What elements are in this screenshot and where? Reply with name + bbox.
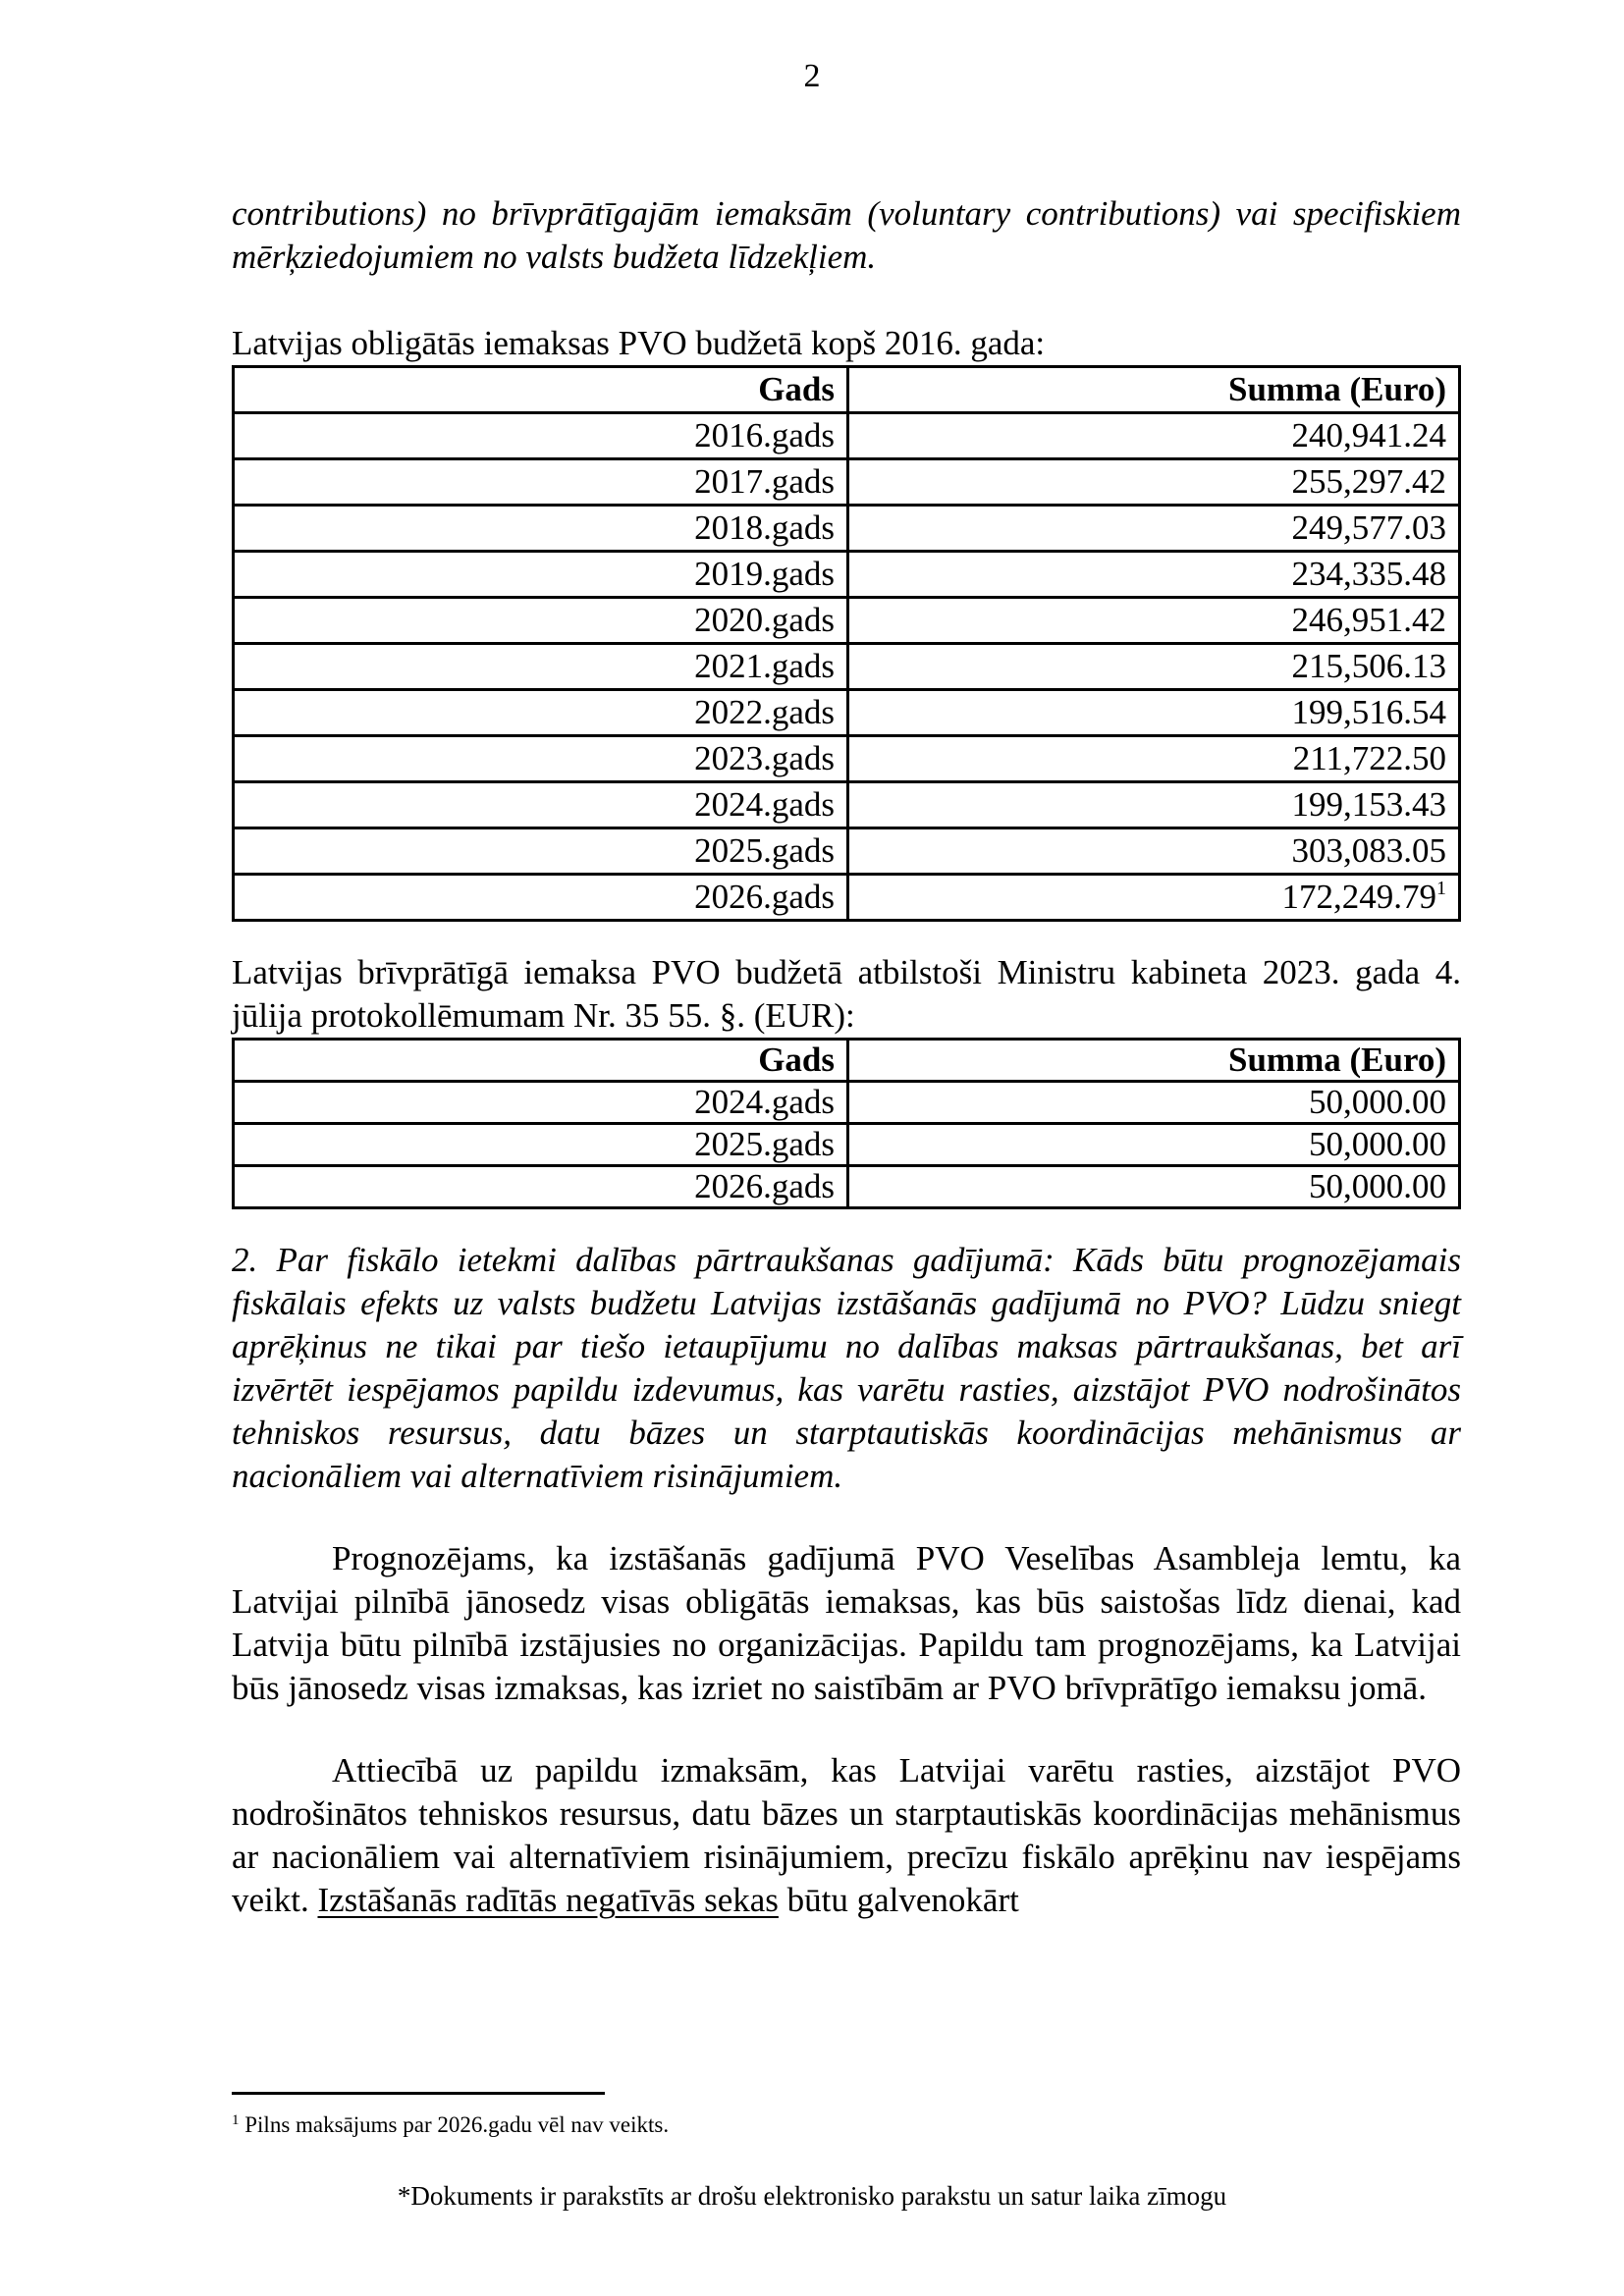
amount-cell: 50,000.00 — [848, 1166, 1460, 1208]
table-row — [234, 552, 1460, 598]
amount-cell: 234,335.48 — [848, 552, 1460, 598]
year-cell: 2022.gads — [234, 690, 848, 736]
footnote — [232, 2110, 669, 2140]
table-row — [234, 1124, 1460, 1166]
amount-cell: 199,153.43 — [848, 782, 1460, 828]
table-header-row — [234, 367, 1460, 413]
footnote-text: Pilns maksājums par 2026.gadu vēl nav veikts. — [239, 2112, 670, 2137]
amount-value: 172,249.79 — [1281, 878, 1436, 916]
underlined-phrase: Izstāšanās radītās negatīvās sekas — [317, 1881, 779, 1919]
table-row — [234, 506, 1460, 552]
question-2-paragraph: 2. Par fiskālo ietekmi dalības pārtraukšanas gadījumā: Kāds būtu prognozējamais fiskālais efekts uz valsts budžetu Latvijas izstāšanās gadījumā no PVO? Lūdzu sniegt aprēķinus ne tikai par tiešo ietaupījumu no dalības maksas pārtraukšanas, bet arī izvērtēt iespējamos papildu izdevumus, kas varētu rasties, aizstājot PVO nodrošinātos tehniskos resursus, datu bāzes un starptautiskās koordinācijas mehānismus ar nacionāliem vai alternatīviem risinājumiem. — [232, 1241, 1461, 1495]
year-cell: 2026.gads — [234, 875, 848, 921]
amount-cell: 246,951.42 — [848, 598, 1460, 644]
voluntary-contributions-table — [232, 1038, 1461, 1209]
amount-cell: 211,722.50 — [848, 736, 1460, 782]
table-row — [234, 736, 1460, 782]
year-cell: 2024.gads — [234, 782, 848, 828]
answer-paragraph-1: Prognozējams, ka izstāšanās gadījumā PVO Veselības Asambleja lemtu, ka Latvijai pilnībā jānosedz visas obligātās iemaksas, kas būs saistošas līdz dienai, kad Latvija būtu pilnībā izstājusies no organizācijas. Papildu tam prognozējams, ka Latvijai būs jānosedz visas izmaksas, kas izriet no saistībām ar PVO brīvprātīgo iemaksu jomā. — [232, 1539, 1461, 1707]
year-cell: 2019.gads — [234, 552, 848, 598]
year-cell: 2023.gads — [234, 736, 848, 782]
year-cell: 2018.gads — [234, 506, 848, 552]
table-row — [234, 459, 1460, 506]
year-cell: 2016.gads — [234, 413, 848, 459]
year-cell: 2017.gads — [234, 459, 848, 506]
column-header-year: Gads — [234, 1040, 848, 1082]
table-header-row — [234, 1040, 1460, 1082]
answer-text-after: būtu galvenokārt — [778, 1881, 1019, 1919]
table-row — [234, 1082, 1460, 1124]
column-header-year: Gads — [234, 367, 848, 413]
amount-cell: 249,577.03 — [848, 506, 1460, 552]
year-cell: 2024.gads — [234, 1082, 848, 1124]
amount-cell: 215,506.13 — [848, 644, 1460, 690]
table-row — [234, 413, 1460, 459]
year-cell: 2020.gads — [234, 598, 848, 644]
footnote-marker: 1 — [232, 2112, 240, 2128]
signature-note: *Dokuments ir parakstīts ar drošu elektronisko parakstu un satur laika zīmogu — [397, 2181, 1227, 2211]
footnote-reference[interactable]: 1 — [1436, 878, 1446, 899]
amount-cell: 50,000.00 — [848, 1082, 1460, 1124]
table-row — [234, 690, 1460, 736]
amount-cell: 255,297.42 — [848, 459, 1460, 506]
amount-cell: 50,000.00 — [848, 1124, 1460, 1166]
column-header-amount: Summa (Euro) — [848, 1040, 1460, 1082]
table-row — [234, 875, 1460, 921]
year-cell: 2025.gads — [234, 1124, 848, 1166]
table-row — [234, 782, 1460, 828]
table-row — [234, 828, 1460, 875]
page-number: 2 — [803, 58, 821, 94]
amount-cell: 303,083.05 — [848, 828, 1460, 875]
amount-cell: 199,516.54 — [848, 690, 1460, 736]
mandatory-table-caption: Latvijas obligātās iemaksas PVO budžetā kopš 2016. gada: — [232, 324, 1046, 362]
document-body — [232, 192, 1461, 1922]
answer-text-before: Attiecībā uz papildu izmaksām, kas Latvijai varētu rasties, aizstājot PVO nodrošinātos tehniskos resursus, datu bāzes un starptautiskās koordinācijas mehānismus ar nacionāliem vai alternatīviem risinājumiem, precīzu fiskālo aprēķinu nav iespējams veikt. — [232, 1751, 1461, 1919]
answer-paragraph-2 — [232, 1749, 1461, 1922]
year-cell: 2021.gads — [234, 644, 848, 690]
year-cell: 2025.gads — [234, 828, 848, 875]
amount-cell: 240,941.24 — [848, 413, 1460, 459]
year-cell: 2026.gads — [234, 1166, 848, 1208]
voluntary-table-caption: Latvijas brīvprātīgā iemaksa PVO budžetā atbilstoši Ministru kabineta 2023. gada 4. jūlija protokollēmumam Nr. 35 55. §. (EUR): — [232, 953, 1461, 1035]
footnote-separator — [232, 2092, 605, 2095]
table-row — [234, 598, 1460, 644]
amount-cell — [848, 875, 1460, 921]
intro-paragraph: contributions) no brīvprātīgajām iemaksām (voluntary contributions) vai specifiskiem mērķziedojumiem no valsts budžeta līdzekļiem. — [232, 194, 1461, 276]
table-row — [234, 644, 1460, 690]
table-row — [234, 1166, 1460, 1208]
column-header-amount: Summa (Euro) — [848, 367, 1460, 413]
mandatory-contributions-table — [232, 365, 1461, 922]
